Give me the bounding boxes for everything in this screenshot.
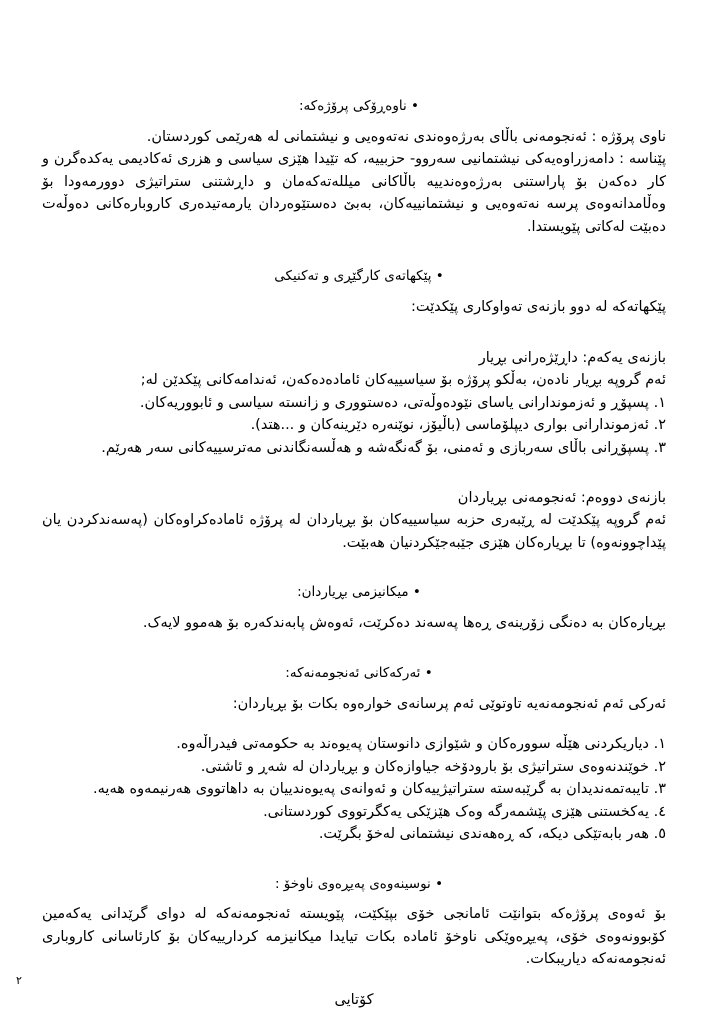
project-definition-paragraph: پێناسە : دامەزراوەیەکی نیشتمانیی سەروو- حزبییە، کە تێیدا هێزی سیاسی و هزری ئەکادیمی یەکدەگرن و کار دەکەن بۆ پاراستنی بەرژەوەندییە باڵاکانی میللەتەکەمان و داڕشتنی ستراتیژی دوورمەودا بۆ وەڵامدانەوەی پرسە نەتەوەیی و نیشتمانییەکان، بەبێ دەستێوەردان یارمەتیدەری کاروبارەکانی دەوڵەت دەبێت لەکاتی پێویستدا. [42,151,666,235]
list-item: ٢. ئەزموندارانی بواری دیپلۆماسی (باڵیۆز، نوێنەرە دێرینەکان و ...هتد). [250,417,666,434]
spacer [42,894,666,903]
spacer [42,715,666,733]
spacer [42,635,666,663]
project-name-line: ناوی پرۆژە : ئەنجومەنی باڵای بەرژەوەندی نەتەوەیی و نیشتمانی لە هەرێمی کوردستان. [146,128,666,145]
spacer [42,459,666,487]
list-item: ١. دیاریکردنی هێڵە سوورەکان و شێوازی دانوستان پەیوەند بە حکومەتی فیدراڵەوە. [176,736,666,753]
list-item: ٤. یەکخستنی هێزی پێشمەرگە وەک هێزێکی یەکگرتووی کوردستانی. [263,803,666,820]
council-tasks-intro: ئەرکی ئەم ئەنجومەنەیە تاوتوێی ئەم پرسانەی خوارەوە بکات بۆ بڕیاردان: [232,695,666,712]
spacer [42,846,666,874]
spacer [42,603,666,612]
section-heading-structure [42,266,666,287]
decision-mechanism-body: بڕیارەکان بە دەنگی زۆرینەی ڕەها پەسەند دەکرێت، ئەوەش پابەندکەرە بۆ هەموو لایەک. [142,615,666,632]
heading-text-project-content: • ناوەڕۆکی پرۆژەکە: [299,98,419,114]
spacer [42,971,666,989]
spacer [42,319,666,347]
spacer [42,287,666,296]
circle-two-title: بازنەی دووەم: ئەنجومەنی بڕیاردان [457,490,666,506]
section-heading-project-content [42,96,666,117]
section-heading-decision-mechanism [42,582,666,603]
heading-text-structure: • پێکهاتەی کارگێڕی و تەکنیکی [274,268,444,285]
section-heading-council-tasks [42,663,666,684]
section-heading-internal-regulation [42,874,666,895]
document-content [42,96,666,1011]
heading-text-internal-regulation: • نوسینەوەی پەیڕەوی ناوخۆ : [274,875,444,892]
page-number: ٢ [16,974,22,987]
internal-regulation-body: بۆ ئەوەی پرۆژەکە بتوانێت ئامانجی خۆی بپێکێت، پێویستە ئەنجومەنەکە لە دوای گرێدانی یەکەمین کۆبوونەوەی خۆی، پەیڕەوێکی ناوخۆ ئاماده بکات تیایدا میکانیزمە کردارییەکان بۆ کارئاسانی کاروباری ئەنجومەنەکە دیاریبکات. [42,906,666,968]
list-item: ٥. هەر بابەتێکی دیکە، کە ڕەهەندی نیشتمانی لەخۆ بگرێت. [318,826,666,843]
spacer [42,238,666,266]
list-item: ٣. تایبەتمەندیدان بە گرێبەستە ستراتیژییەکان و ئەوانەی پەیوەندییان بە داهاتووی هەرنیمەوە هەیە. [93,781,666,798]
list-item: ٣. پسپۆڕانی باڵای سەربازی و ئەمنی، بۆ گەنگەشە و هەڵسەنگاندنی مەترسییەکانی سەر هەرێم. [101,439,666,456]
spacer [42,554,666,582]
list-item: ١. پسپۆڕ و ئەزموندارانی یاسای نێودەوڵەتی، دەستووری و زانستە سیاسی و ئابووریەکان. [139,394,666,411]
closing-word: کۆتایی [334,991,374,1008]
circle-two-body: ئەم گروپە پێکدێت لە ڕێبەری حزبە سیاسییەکان بۆ بڕیاردان لە پرۆژە ئامادەکراوەکان (پەسەندکردن یان پێداچوونەوە) تا بڕیارەکان هێزی جێبەجێکردنیان هەبێت. [42,512,666,551]
circle-one-list [42,392,666,459]
heading-text-decision-mechanism: • میکانیزمی بڕیاردان: [297,584,421,601]
list-item: ٢. خوێندنەوەی ستراتیژی بۆ بارودۆخە جیاوازەکان و بڕیاردان لە شەڕ و ئاشتی. [200,758,666,775]
structure-intro-line: پێکهاتەکە لە دوو بازنەی تەواوکاری پێکدێت: [410,299,666,316]
circle-one-intro: ئەم گروپە بڕیار نادەن، بەڵکو پرۆژە بۆ سیاسییەکان ئامادەدەکەن، ئەندامەکانی پێکدێن لە; [140,372,666,389]
spacer [42,117,666,126]
council-tasks-list [42,733,666,845]
heading-text-council-tasks: • ئەرکەکانی ئەنجومەنەکە: [285,664,433,681]
spacer [42,684,666,693]
circle-one-title: بازنەی یەکەم: داڕێژەرانی بڕیار [478,349,666,366]
